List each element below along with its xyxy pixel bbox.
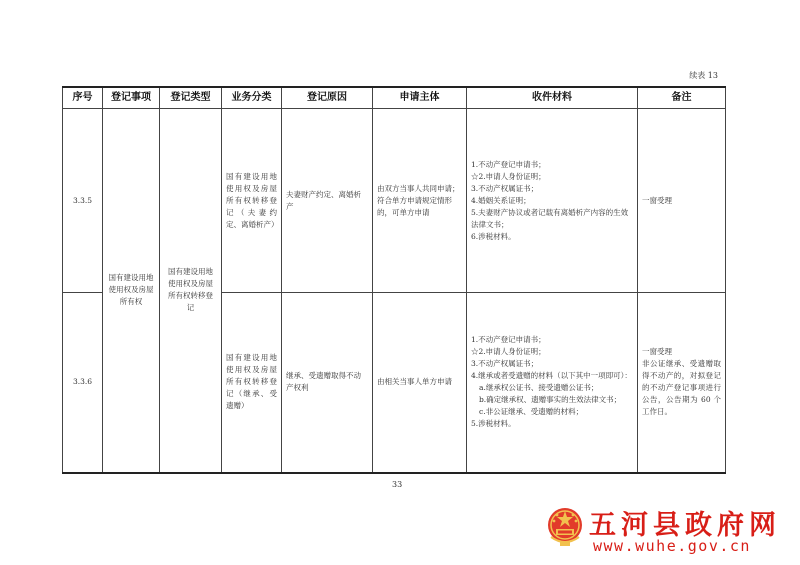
registration-item-cell: 国有建设用地使用权及房屋所有权 xyxy=(103,109,160,473)
material-line: 5.夫妻财产协议或者记载有离婚析产内容的生效法律文书； xyxy=(471,207,629,229)
subject-cell: 由双方当事人共同申请；符合单方申请规定情形的，可单方申请 xyxy=(373,109,467,293)
material-line: 5.涉税材料。 xyxy=(471,419,516,429)
row-seq: 3.3.5 xyxy=(63,109,103,293)
registration-table xyxy=(62,86,726,474)
header-remark: 备注 xyxy=(638,87,726,109)
registration-type-cell: 国有建设用地使用权及房屋所有权转移登记 xyxy=(160,109,222,473)
remark-line: 一窗受理 xyxy=(642,347,672,357)
material-line: b.确定继承权、遗赠事实的生效法律文书； xyxy=(479,395,622,405)
header-type: 登记类型 xyxy=(160,87,222,109)
business-cell: 国有建设用地使用权及房屋所有权转移登记（夫妻约定、离婚析产） xyxy=(222,109,282,293)
materials-cell xyxy=(467,109,638,293)
material-line: 1.不动产登记申请书； xyxy=(471,159,546,169)
table-header-row xyxy=(63,87,726,109)
material-line: c.非公证继承、受遗赠的材料； xyxy=(479,407,584,417)
table-row xyxy=(63,109,726,293)
material-line: 4.婚姻关系证明； xyxy=(471,195,531,205)
material-line: 4.继承或者受遗赠的材料（以下其中一项即可）： xyxy=(471,371,632,381)
header-item: 登记事项 xyxy=(103,87,160,109)
reason-cell: 继承、受遗赠取得不动产权利 xyxy=(282,293,373,473)
site-watermark xyxy=(545,503,790,559)
remark-line: 非公证继承、受遗赠取得不动产的，对拟登记的不动产登记事项进行公告，公告期为 60 个工作日。 xyxy=(642,359,721,417)
material-line: 6.涉税材料。 xyxy=(471,231,516,241)
material-line: 3.不动产权属证书； xyxy=(471,183,539,193)
remark-cell xyxy=(638,109,726,293)
site-url: www.wuhe.gov.cn xyxy=(593,537,751,555)
material-line: ☆2.申请人身份证明； xyxy=(471,171,546,181)
header-seq: 序号 xyxy=(63,87,103,109)
material-line: 3.不动产权属证书； xyxy=(471,359,539,369)
reason-cell: 夫妻财产约定、离婚析产 xyxy=(282,109,373,293)
header-reason: 登记原因 xyxy=(282,87,373,109)
page-number: 33 xyxy=(392,480,403,489)
row-seq: 3.3.6 xyxy=(63,293,103,473)
materials-cell xyxy=(467,293,638,473)
header-materials: 收件材料 xyxy=(467,87,638,109)
subject-cell: 由相关当事人单方申请 xyxy=(373,293,467,473)
remark-line: 一窗受理 xyxy=(642,195,672,205)
remark-cell xyxy=(638,293,726,473)
header-business: 业务分类 xyxy=(222,87,282,109)
national-emblem-icon xyxy=(545,505,585,549)
material-line: 1.不动产登记申请书； xyxy=(471,335,546,345)
header-subject: 申请主体 xyxy=(373,87,467,109)
material-line: a.继承权公证书、接受遗赠公证书； xyxy=(479,383,599,393)
business-cell: 国有建设用地使用权及房屋所有权转移登记（继承、受遗赠） xyxy=(222,293,282,473)
continuation-label: 续表 13 xyxy=(689,71,718,80)
material-line: ☆2.申请人身份证明； xyxy=(471,347,546,357)
site-title: 五河县政府网 xyxy=(589,510,781,541)
